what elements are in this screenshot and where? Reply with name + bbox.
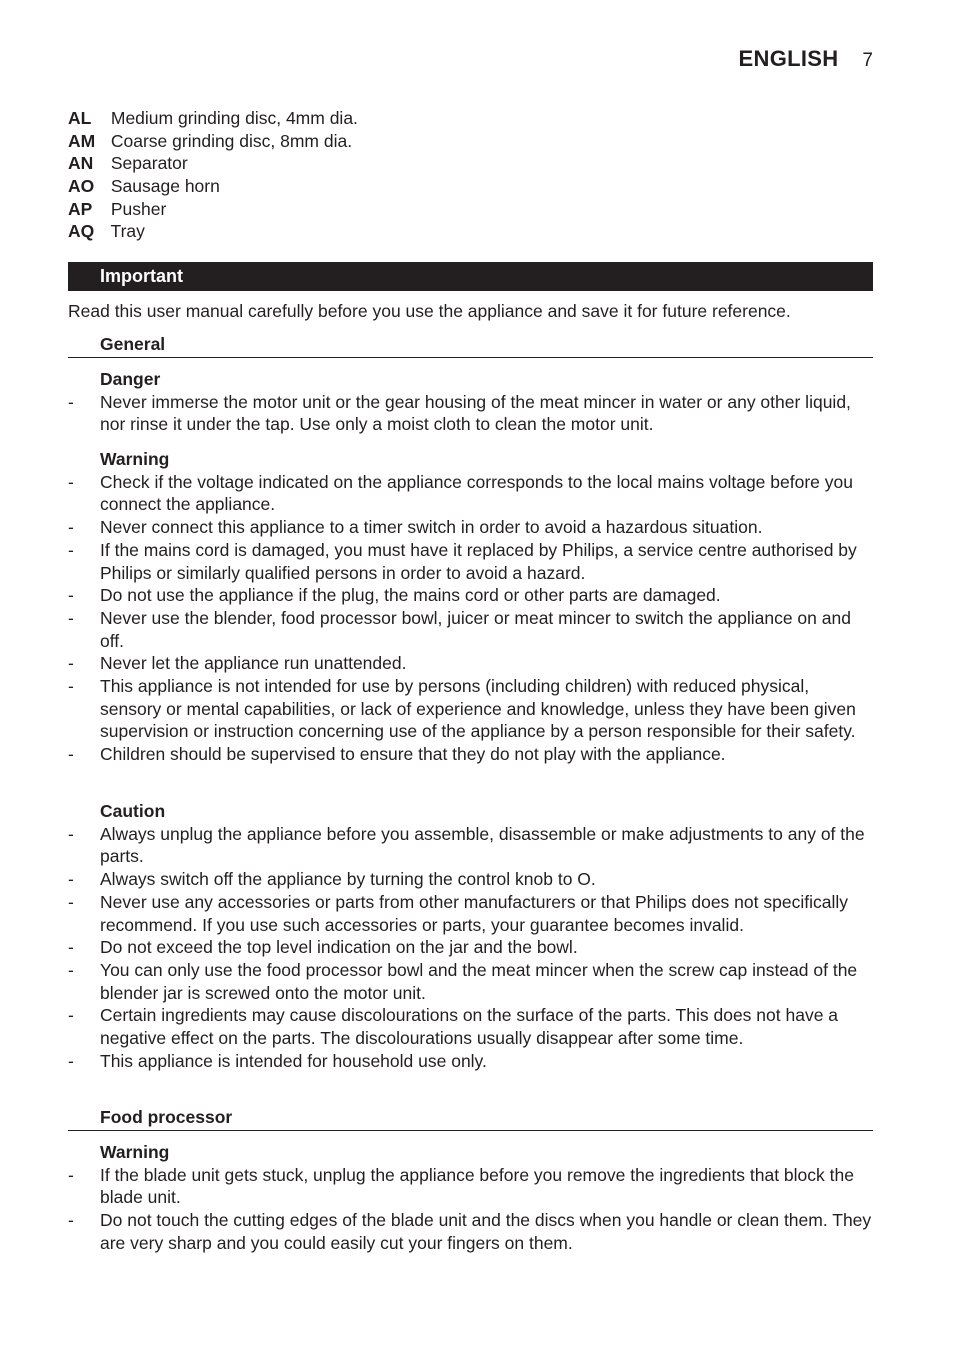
part-label: Sausage horn [110,176,220,197]
language-label: ENGLISH [738,46,839,71]
list-item: - Certain ingredients may cause discolourations on the surface of the parts. This does not have a negative effect on the parts. The discolourations usually disappear after some time. [68,1004,873,1049]
caution-title: Caution [100,801,166,821]
section-food-processor-heading [68,1106,873,1131]
part-code: AM [68,130,96,151]
list-item: - Never immerse the motor unit or the gear housing of the meat mincer in water or any other liquid, nor rinse it under the tap. Use only a moist cloth to clean the motor unit. [68,391,873,436]
part-code: AQ [68,221,95,242]
section-general-heading [68,333,873,358]
part-label: Medium grinding disc, 4mm dia. [110,108,358,128]
page-header [739,46,873,72]
part-label: Tray [110,221,145,242]
list-item: - Always switch off the appliance by turning the control knob to O. [68,868,873,891]
part-item [68,198,358,221]
part-code: AP [68,198,93,219]
food-processor-warning-list [68,1164,873,1255]
list-item: - Never let the appliance run unattended. [68,652,873,675]
warning-list [68,471,873,766]
list-item: - You can only use the food processor bowl and the meat mincer when the screw cap instead of the blender jar is screwed onto the motor unit. [68,959,873,1004]
list-item: - Children should be supervised to ensure that they do not play with the appliance. [68,743,873,766]
parts-list [68,107,358,243]
section-title: Food processor [100,1107,233,1127]
intro-text: Read this user manual carefully before you use the appliance and save it for future reference. [68,301,791,321]
warning-block [68,448,873,766]
list-item: - Check if the voltage indicated on the appliance corresponds to the local mains voltage before you connect the appliance. [68,471,873,516]
warning-title: Warning [100,1142,170,1162]
food-processor-warning-block [68,1141,873,1255]
warning-title: Warning [100,449,170,469]
part-code: AO [68,176,95,197]
danger-list [68,391,873,436]
list-item: - If the blade unit gets stuck, unplug the appliance before you remove the ingredients that block the blade unit. [68,1164,873,1209]
list-item: - Do not touch the cutting edges of the blade unit and the discs when you handle or clean them. They are very sharp and you could easily cut your fingers on them. [68,1209,873,1254]
list-item: - Do not exceed the top level indication on the jar and the bowl. [68,936,873,959]
list-item: - Never connect this appliance to a timer switch in order to avoid a hazardous situation. [68,516,873,539]
list-item: - Never use any accessories or parts from other manufacturers or that Philips does not specifically recommend. If you use such accessories or parts, your guarantee becomes invalid. [68,891,873,936]
caution-block [68,800,873,1072]
part-item [68,220,358,243]
list-item: - Always unplug the appliance before you assemble, disassemble or make adjustments to any of the parts. [68,823,873,868]
danger-block [68,368,873,436]
part-item [68,130,358,153]
part-item [68,175,358,198]
list-item: - If the mains cord is damaged, you must have it replaced by Philips, a service centre authorised by Philips or similarly qualified persons in order to avoid a hazard. [68,539,873,584]
part-label: Pusher [110,198,167,219]
part-label: Separator [110,153,188,174]
part-code: AL [68,108,92,128]
important-title: Important [100,266,183,286]
list-item: - Never use the blender, food processor bowl, juicer or meat mincer to switch the appliance on and off. [68,607,873,652]
list-item: - Do not use the appliance if the plug, the mains cord or other parts are damaged. [68,584,873,607]
page-number: 7 [862,50,873,71]
list-item: - This appliance is intended for household use only. [68,1050,873,1073]
part-item [68,107,358,130]
caution-list [68,823,873,1073]
list-item: - This appliance is not intended for use by persons (including children) with reduced physical, sensory or mental capabilities, or lack of experience and knowledge, unless they have been given supervision or instruction concerning use of the appliance by a person responsible for their safety. [68,675,873,743]
part-item [68,152,358,175]
part-code: AN [68,153,94,174]
section-title: General [100,334,166,354]
important-heading-bar [68,262,873,291]
part-label: Coarse grinding disc, 8mm dia. [110,130,353,151]
danger-title: Danger [100,369,161,389]
